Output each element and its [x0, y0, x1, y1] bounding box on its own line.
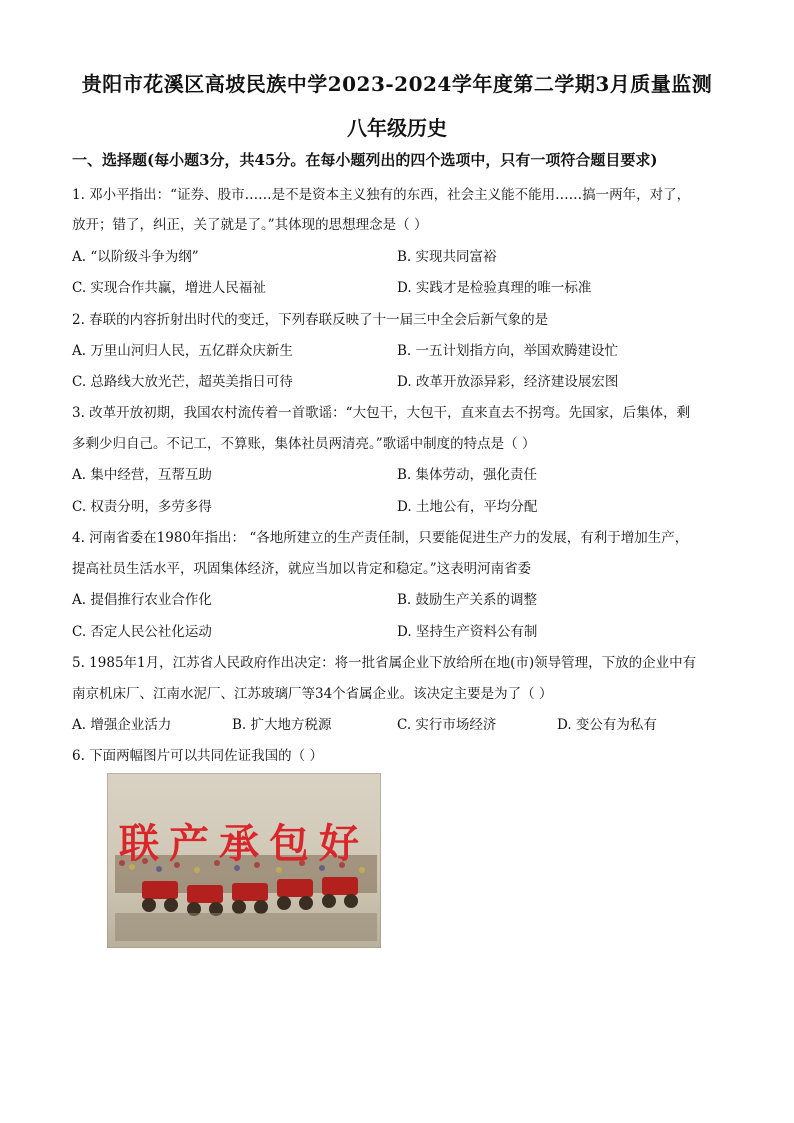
exam-title: 贵阳市花溪区高坡民族中学2023-2024学年度第二学期3月质量监测	[81, 72, 713, 96]
question-3-line-2: 多剩少归自己。不记工，不算账，集体社员两清亮。”歌谣中制度的特点是（ ）	[72, 436, 536, 452]
question-5-option-b: B. 扩大地方税源	[232, 717, 332, 733]
question-4-option-a: A. 提倡推行农业合作化	[72, 592, 212, 608]
question-2-option-c: C. 总路线大放光芒，超英美指日可待	[72, 374, 293, 390]
parade-sign-text: 联产承包好	[119, 821, 369, 867]
question-1-option-b: B. 实现共同富裕	[397, 249, 497, 265]
question-2-line-1: 2. 春联的内容折射出时代的变迁，下列春联反映了十一届三中全会后新气象的是	[72, 312, 549, 328]
question-3-option-b: B. 集体劳动，强化责任	[397, 467, 538, 483]
exam-subtitle: 八年级历史	[347, 116, 447, 140]
question-2-option-d: D. 改革开放添异彩，经济建设展宏图	[397, 374, 619, 390]
question-4-line-1: 4. 河南省委在1980年指出： “各地所建立的生产责任制，只要能促进生产力的发展，有利于增加生产，	[72, 530, 689, 546]
question-6-line-1: 6. 下面两幅图片可以共同佐证我国的（ ）	[72, 748, 323, 764]
question-1-option-a: A. “以阶级斗争为纲”	[72, 249, 199, 265]
question-3-option-a: A. 集中经营，互帮互助	[72, 467, 212, 483]
question-5-option-d: D. 变公有为私有	[557, 717, 657, 733]
question-5-option-a: A. 增强企业活力	[72, 717, 172, 733]
question-3-option-d: D. 土地公有，平均分配	[397, 499, 538, 515]
question-1-option-d: D. 实践才是检验真理的唯一标准	[397, 280, 592, 296]
question-1-option-c: C. 实现合作共赢，增进人民福祉	[72, 280, 266, 296]
question-4-option-d: D. 坚持生产资料公有制	[397, 624, 538, 640]
parade-photo	[107, 773, 381, 948]
question-1-line-1: 1. 邓小平指出：“证券、股市……是不是资本主义独有的东西，社会主义能不能用……搞一两年，对了，	[72, 187, 691, 203]
question-4-option-b: B. 鼓励生产关系的调整	[397, 592, 538, 608]
question-2-option-b: B. 一五计划指方向，举国欢腾建设忙	[397, 343, 619, 359]
question-1-line-2: 放开；错了，纠正，关了就是了。”其体现的思想理念是（ ）	[72, 217, 428, 233]
question-2-option-a: A. 万里山河归人民，五亿群众庆新生	[72, 343, 293, 359]
question-5-line-1: 5. 1985年1月，江苏省人民政府作出决定：将一批省属企业下放给所在地(市)领导管理，下放的企业中有	[72, 655, 697, 671]
question-4-line-2: 提高社员生活水平，巩固集体经济，就应当加以肯定和稳定。”这表明河南省委	[72, 561, 532, 577]
question-3-line-1: 3. 改革开放初期，我国农村流传着一首歌谣：“大包干，大包干，直来直去不拐弯。先国家，后集体，剩	[72, 405, 691, 421]
question-5-line-2: 南京机床厂、江南水泥厂、江苏玻璃厂等34个省属企业。该决定主要是为了（ ）	[72, 686, 553, 702]
question-4-option-c: C. 否定人民公社化运动	[72, 624, 212, 640]
section-heading: 一、选择题(每小题3分，共45分。在每小题列出的四个选项中，只有一项符合题目要求)	[72, 151, 658, 169]
question-3-option-c: C. 权责分明，多劳多得	[72, 499, 212, 515]
question-5-option-c: C. 实行市场经济	[397, 717, 497, 733]
